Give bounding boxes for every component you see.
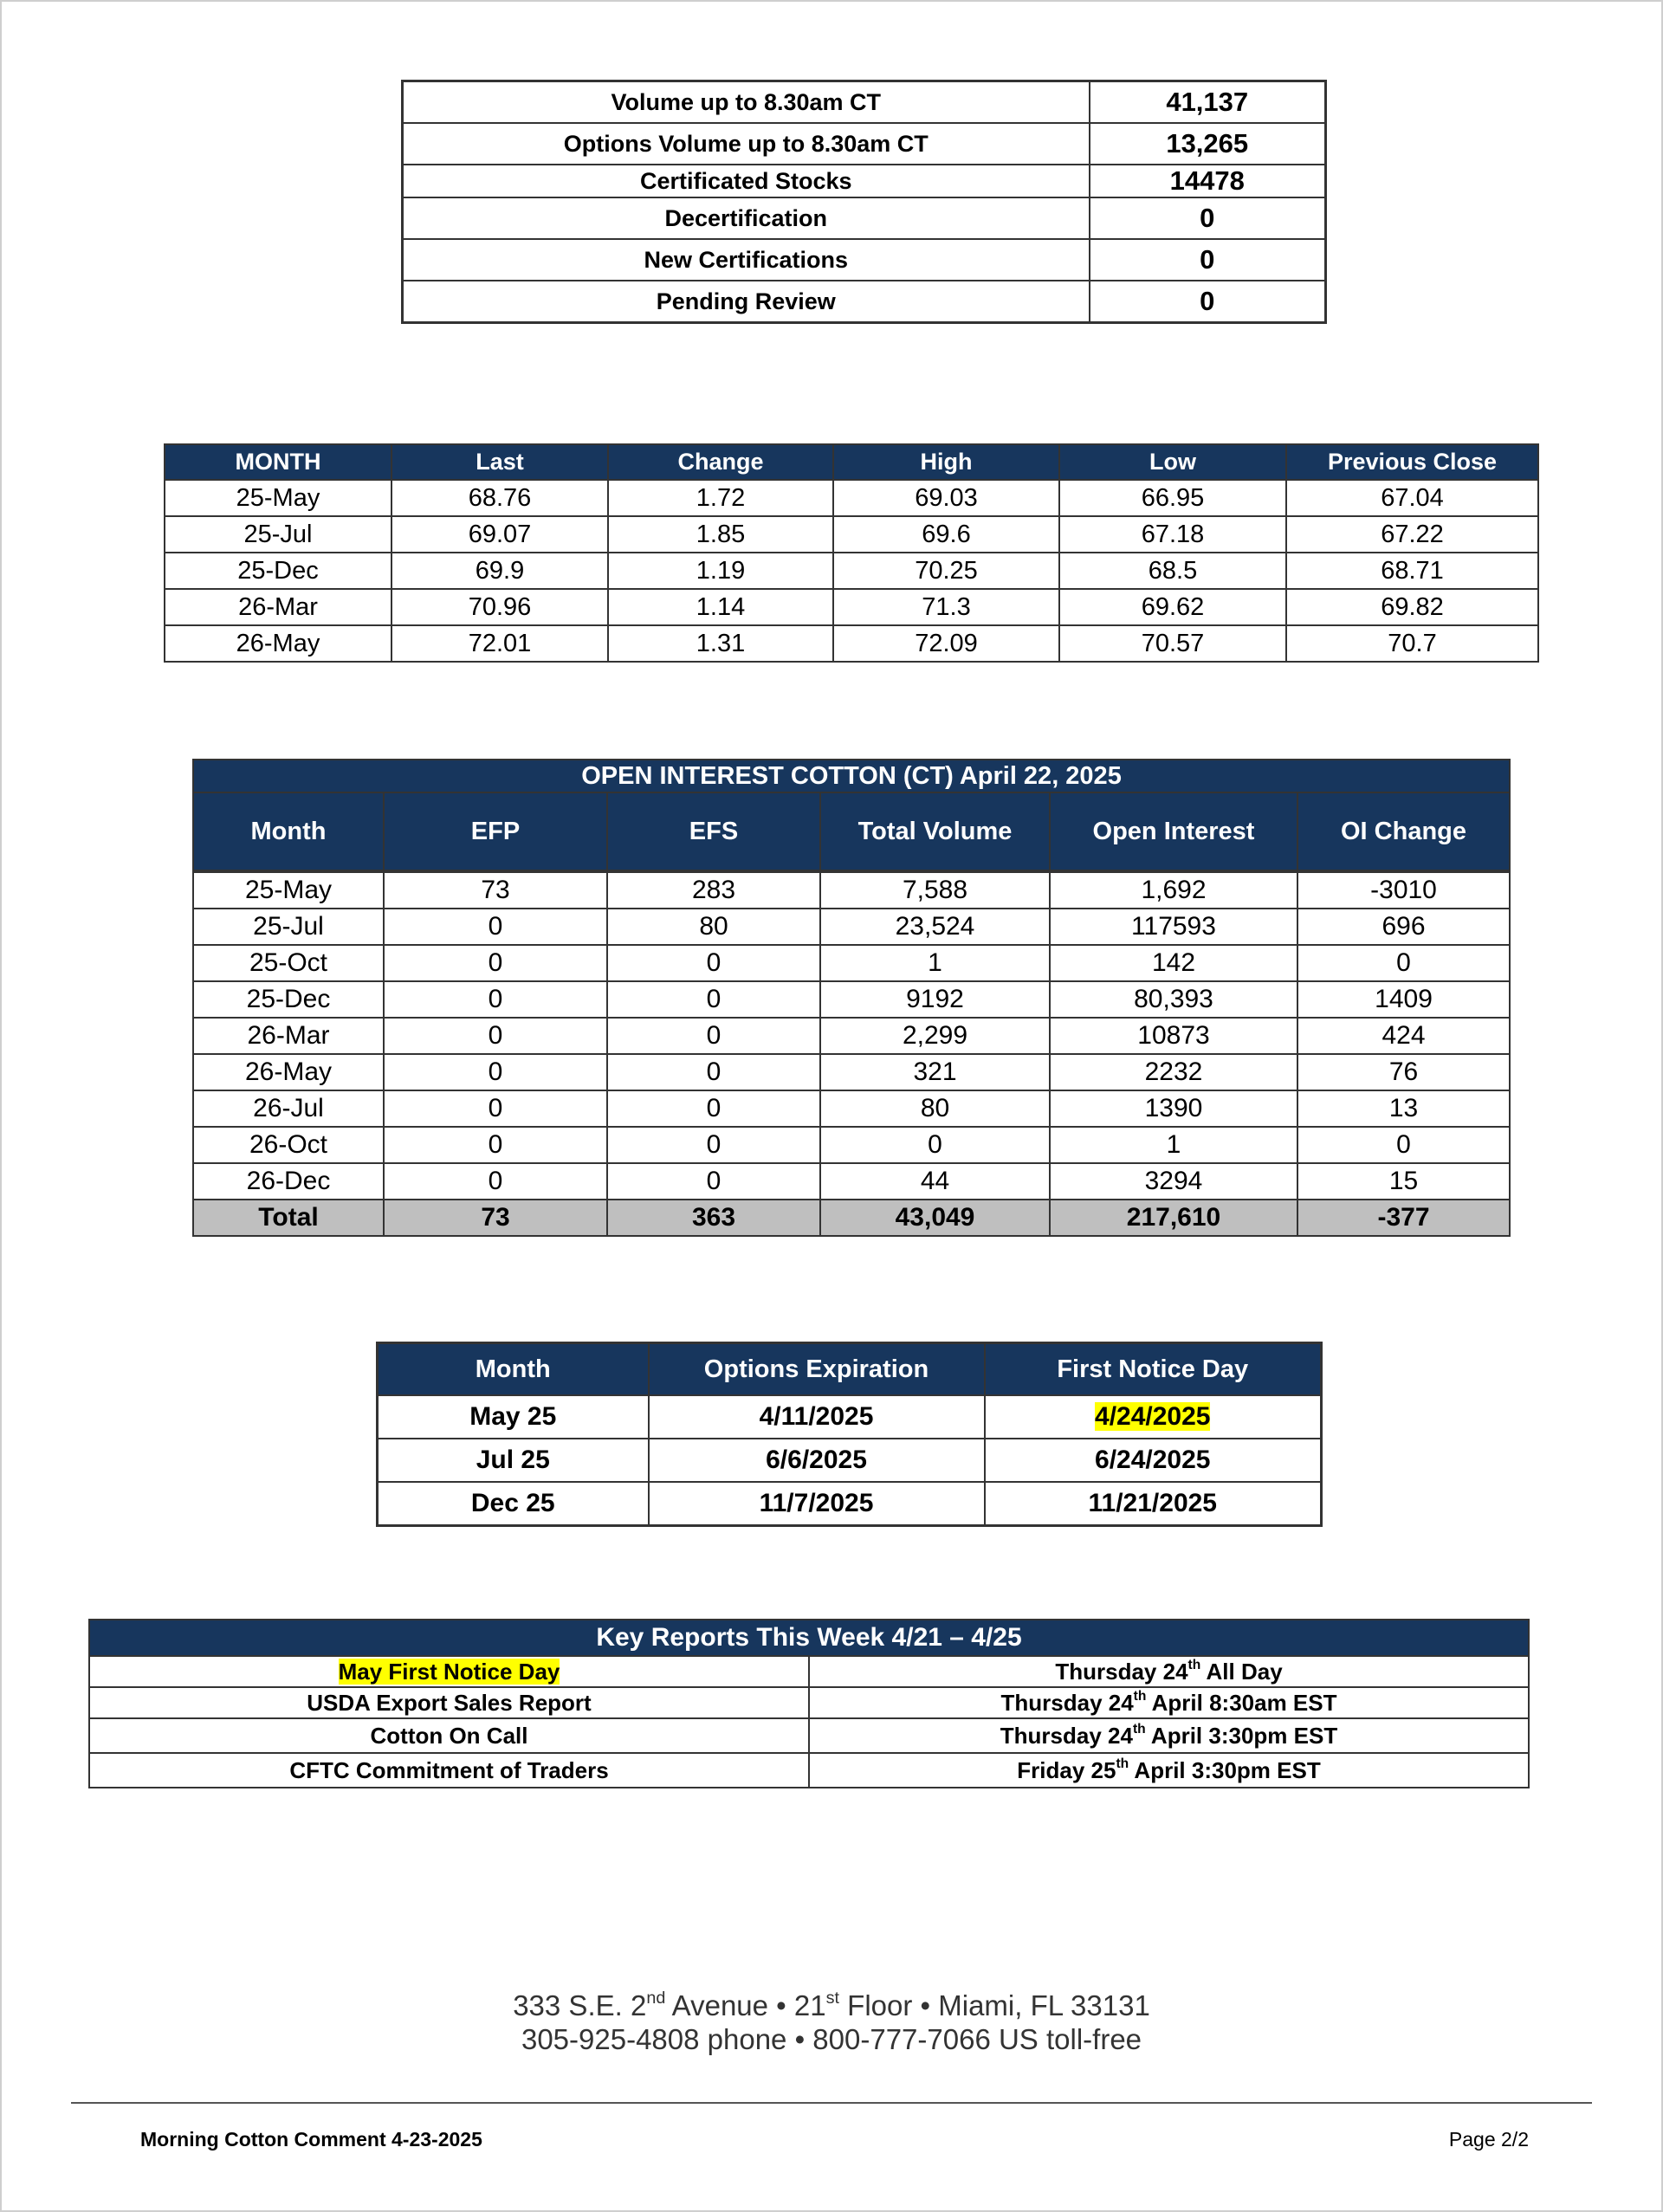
table-row <box>89 1687 1529 1718</box>
cell-efp: 0 <box>384 1054 607 1090</box>
cell-total-volume: 0 <box>820 1127 1050 1163</box>
table-row <box>193 1090 1510 1127</box>
column-header: MONTH <box>165 444 391 480</box>
cell-month: 26-Jul <box>193 1090 384 1127</box>
total-label: Total <box>193 1200 384 1236</box>
cell-previous-close: 69.82 <box>1286 589 1538 625</box>
cell-previous-close: 67.22 <box>1286 516 1538 553</box>
cell-last: 69.07 <box>391 516 608 553</box>
cell-month: 26-Oct <box>193 1127 384 1163</box>
column-header: Total Volume <box>820 792 1050 871</box>
column-header: Last <box>391 444 608 480</box>
options-expiration: 4/11/2025 <box>649 1395 985 1439</box>
cell-high: 69.03 <box>833 480 1059 516</box>
cell-total-volume: 9192 <box>820 981 1050 1018</box>
column-header: Month <box>378 1343 649 1396</box>
phone-line: 305-925-4808 phone • 800-777-7066 US toll-free <box>521 2023 1142 2055</box>
footer-document-title: Morning Cotton Comment 4-23-2025 <box>140 2128 482 2151</box>
column-header: EFS <box>607 792 820 871</box>
column-header: EFP <box>384 792 607 871</box>
total-oi-change: -377 <box>1297 1200 1510 1236</box>
cell-total-volume: 1 <box>820 945 1050 981</box>
cell-low: 66.95 <box>1059 480 1286 516</box>
cell-open-interest: 1,692 <box>1050 871 1297 909</box>
summary-value: 14478 <box>1090 165 1326 197</box>
cell-open-interest: 10873 <box>1050 1018 1297 1054</box>
cell-efs: 0 <box>607 1054 820 1090</box>
summary-label: Pending Review <box>403 281 1090 323</box>
exp-month: Dec 25 <box>378 1482 649 1526</box>
table-row <box>193 945 1510 981</box>
column-header: Open Interest <box>1050 792 1297 871</box>
column-header: First Notice Day <box>985 1343 1322 1396</box>
table-row <box>193 1054 1510 1090</box>
cell-previous-close: 68.71 <box>1286 553 1538 589</box>
cell-month: 25-Oct <box>193 945 384 981</box>
volume-summary-table <box>401 80 1327 324</box>
cell-high: 71.3 <box>833 589 1059 625</box>
total-efs: 363 <box>607 1200 820 1236</box>
cell-month: 25-Jul <box>165 516 391 553</box>
cell-efs: 0 <box>607 945 820 981</box>
summary-label: New Certifications <box>403 239 1090 281</box>
cell-efp: 0 <box>384 1163 607 1200</box>
table-row <box>193 1127 1510 1163</box>
open-interest-title: OPEN INTEREST COTTON (CT) April 22, 2025 <box>193 760 1510 792</box>
column-header: Options Expiration <box>649 1343 985 1396</box>
key-reports-table <box>88 1619 1530 1788</box>
report-time: Thursday 24th April 3:30pm EST <box>809 1718 1529 1753</box>
table-row <box>403 197 1326 239</box>
report-time: Thursday 24th All Day <box>809 1656 1529 1687</box>
table-row <box>193 1163 1510 1200</box>
options-expiration: 6/6/2025 <box>649 1439 985 1482</box>
cell-oi-change: 696 <box>1297 909 1510 945</box>
cell-low: 68.5 <box>1059 553 1286 589</box>
column-header: High <box>833 444 1059 480</box>
table-row <box>403 281 1326 323</box>
footer-divider <box>71 2102 1592 2104</box>
key-reports-title: Key Reports This Week 4/21 – 4/25 <box>89 1620 1529 1656</box>
cell-open-interest: 1 <box>1050 1127 1297 1163</box>
table-header-row <box>165 444 1538 480</box>
cell-efp: 0 <box>384 981 607 1018</box>
cell-last: 69.9 <box>391 553 608 589</box>
cell-open-interest: 117593 <box>1050 909 1297 945</box>
cell-oi-change: 0 <box>1297 1127 1510 1163</box>
cell-oi-change: 1409 <box>1297 981 1510 1018</box>
table-row <box>378 1439 1322 1482</box>
footer-page-number: Page 2/2 <box>1448 2128 1529 2151</box>
cell-change: 1.19 <box>608 553 833 589</box>
total-volume: 43,049 <box>820 1200 1050 1236</box>
summary-value: 13,265 <box>1090 123 1326 165</box>
cell-oi-change: 15 <box>1297 1163 1510 1200</box>
table-row <box>193 871 1510 909</box>
cell-month: 26-May <box>193 1054 384 1090</box>
column-header: Month <box>193 792 384 871</box>
cell-last: 72.01 <box>391 625 608 662</box>
cell-total-volume: 80 <box>820 1090 1050 1127</box>
total-efp: 73 <box>384 1200 607 1236</box>
cell-low: 67.18 <box>1059 516 1286 553</box>
cell-efs: 0 <box>607 1163 820 1200</box>
cell-low: 70.57 <box>1059 625 1286 662</box>
cell-oi-change: 13 <box>1297 1090 1510 1127</box>
summary-label: Decertification <box>403 197 1090 239</box>
table-row <box>89 1753 1529 1788</box>
highlighted-report: May First Notice Day <box>338 1658 560 1685</box>
cell-high: 70.25 <box>833 553 1059 589</box>
column-header: OI Change <box>1297 792 1510 871</box>
cell-month: 25-Dec <box>165 553 391 589</box>
options-expiration: 11/7/2025 <box>649 1482 985 1526</box>
table-header-row <box>378 1343 1322 1396</box>
summary-value: 0 <box>1090 197 1326 239</box>
report-name: Cotton On Call <box>89 1718 809 1753</box>
table-row <box>165 589 1538 625</box>
report-time: Friday 25th April 3:30pm EST <box>809 1753 1529 1788</box>
table-row <box>378 1482 1322 1526</box>
cell-open-interest: 1390 <box>1050 1090 1297 1127</box>
cell-previous-close: 67.04 <box>1286 480 1538 516</box>
table-row <box>378 1395 1322 1439</box>
cell-efs: 0 <box>607 1090 820 1127</box>
cell-efp: 0 <box>384 945 607 981</box>
exp-month: Jul 25 <box>378 1439 649 1482</box>
table-row <box>165 480 1538 516</box>
cell-oi-change: -3010 <box>1297 871 1510 909</box>
cell-high: 72.09 <box>833 625 1059 662</box>
table-header-row <box>193 792 1510 871</box>
cell-open-interest: 3294 <box>1050 1163 1297 1200</box>
cell-total-volume: 2,299 <box>820 1018 1050 1054</box>
summary-label: Volume up to 8.30am CT <box>403 81 1090 124</box>
cell-oi-change: 76 <box>1297 1054 1510 1090</box>
table-row <box>89 1718 1529 1753</box>
cell-month: 26-Mar <box>165 589 391 625</box>
column-header: Previous Close <box>1286 444 1538 480</box>
cell-total-volume: 321 <box>820 1054 1050 1090</box>
cell-month: 25-May <box>193 871 384 909</box>
table-row <box>403 123 1326 165</box>
cell-month: 25-May <box>165 480 391 516</box>
cell-change: 1.31 <box>608 625 833 662</box>
cell-last: 68.76 <box>391 480 608 516</box>
cell-total-volume: 7,588 <box>820 871 1050 909</box>
highlighted-date: 4/24/2025 <box>1095 1402 1211 1431</box>
table-row <box>193 909 1510 945</box>
summary-value: 41,137 <box>1090 81 1326 124</box>
table-row <box>403 81 1326 124</box>
cell-efs: 0 <box>607 1127 820 1163</box>
cell-month: 25-Dec <box>193 981 384 1018</box>
cell-month: 25-Jul <box>193 909 384 945</box>
table-row <box>89 1656 1529 1687</box>
cell-open-interest: 142 <box>1050 945 1297 981</box>
summary-label: Certificated Stocks <box>403 165 1090 197</box>
cell-month: 26-May <box>165 625 391 662</box>
cell-open-interest: 2232 <box>1050 1054 1297 1090</box>
exp-month: May 25 <box>378 1395 649 1439</box>
address-line: 333 S.E. 2nd Avenue • 21st Floor • Miami, FL 33131 <box>513 1989 1150 2021</box>
table-row <box>165 625 1538 662</box>
cell-efs: 0 <box>607 1018 820 1054</box>
cell-change: 1.14 <box>608 589 833 625</box>
column-header: Change <box>608 444 833 480</box>
table-row <box>193 1018 1510 1054</box>
column-header: Low <box>1059 444 1286 480</box>
cell-open-interest: 80,393 <box>1050 981 1297 1018</box>
table-row <box>403 239 1326 281</box>
table-row <box>165 516 1538 553</box>
futures-prices-table <box>164 443 1539 663</box>
cell-efs: 80 <box>607 909 820 945</box>
cell-efs: 283 <box>607 871 820 909</box>
cell-oi-change: 424 <box>1297 1018 1510 1054</box>
cell-efp: 0 <box>384 909 607 945</box>
report-name: CFTC Commitment of Traders <box>89 1753 809 1788</box>
cell-total-volume: 23,524 <box>820 909 1050 945</box>
cell-previous-close: 70.7 <box>1286 625 1538 662</box>
cell-change: 1.85 <box>608 516 833 553</box>
cell-efp: 73 <box>384 871 607 909</box>
expiration-table <box>376 1342 1323 1527</box>
cell-high: 69.6 <box>833 516 1059 553</box>
cell-efs: 0 <box>607 981 820 1018</box>
summary-label: Options Volume up to 8.30am CT <box>403 123 1090 165</box>
first-notice-day: 11/21/2025 <box>985 1482 1322 1526</box>
table-row <box>403 165 1326 197</box>
cell-month: 26-Dec <box>193 1163 384 1200</box>
summary-value: 0 <box>1090 239 1326 281</box>
first-notice-day: 6/24/2025 <box>985 1439 1322 1482</box>
table-row <box>193 981 1510 1018</box>
cell-efp: 0 <box>384 1018 607 1054</box>
summary-value: 0 <box>1090 281 1326 323</box>
report-time: Thursday 24th April 8:30am EST <box>809 1687 1529 1718</box>
cell-month: 26-Mar <box>193 1018 384 1054</box>
total-open-interest: 217,610 <box>1050 1200 1297 1236</box>
cell-change: 1.72 <box>608 480 833 516</box>
cell-low: 69.62 <box>1059 589 1286 625</box>
cell-last: 70.96 <box>391 589 608 625</box>
report-name: USDA Export Sales Report <box>89 1687 809 1718</box>
open-interest-table <box>192 759 1511 1237</box>
table-row <box>165 553 1538 589</box>
cell-total-volume: 44 <box>820 1163 1050 1200</box>
first-notice-day <box>985 1395 1322 1439</box>
total-row <box>193 1200 1510 1236</box>
cell-efp: 0 <box>384 1090 607 1127</box>
cell-efp: 0 <box>384 1127 607 1163</box>
cell-oi-change: 0 <box>1297 945 1510 981</box>
report-name <box>89 1656 809 1687</box>
